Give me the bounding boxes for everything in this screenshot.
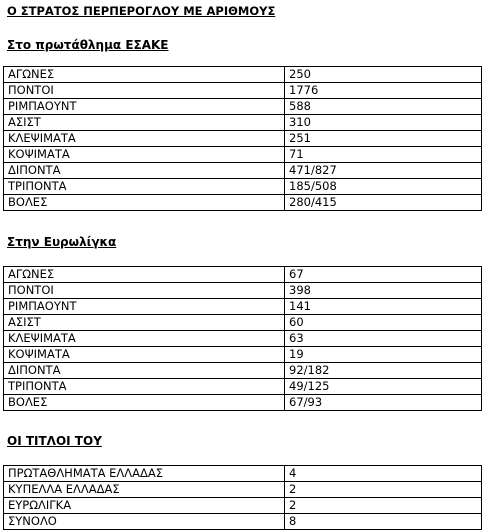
stat-label: ΑΓΩΝΕΣ [4, 267, 285, 283]
table-row [4, 283, 482, 299]
table-row [4, 379, 482, 395]
stat-label: ΚΛΕΨΙΜΑΤΑ [4, 131, 285, 147]
stat-value: 471/827 [285, 163, 482, 179]
titles-table [3, 465, 482, 530]
table-row [4, 363, 482, 379]
table-row [4, 482, 482, 498]
stat-value: 8 [285, 514, 482, 530]
stat-label: ΒΟΛΕΣ [4, 395, 285, 411]
stat-value: 19 [285, 347, 482, 363]
stat-label: ΠΟΝΤΟΙ [4, 83, 285, 99]
section-heading-esake: Στο πρωτάθλημα ΕΣΑΚΕ [7, 38, 169, 52]
stat-value: 60 [285, 315, 482, 331]
stat-value: 4 [285, 466, 482, 482]
table-row [4, 147, 482, 163]
stat-label: ΚΛΕΨΙΜΑΤΑ [4, 331, 285, 347]
stat-label: ΠΡΩΤΑΘΛΗΜΑΤΑ ΕΛΛΑΔΑΣ [4, 466, 285, 482]
stat-value: 71 [285, 147, 482, 163]
stat-value: 1776 [285, 83, 482, 99]
table-row [4, 498, 482, 514]
stat-value: 141 [285, 299, 482, 315]
section-heading-euroleague: Στην Ευρωλίγκα [7, 235, 117, 249]
stat-value: 49/125 [285, 379, 482, 395]
stat-label: ΚΟΨΙΜΑΤΑ [4, 347, 285, 363]
stat-label: ΕΥΡΩΛΙΓΚΑ [4, 498, 285, 514]
table-row [4, 331, 482, 347]
stat-label: ΑΣΙΣΤ [4, 315, 285, 331]
stat-value: 2 [285, 498, 482, 514]
stat-value: 67/93 [285, 395, 482, 411]
stat-value: 63 [285, 331, 482, 347]
stat-label: ΔΙΠΟΝΤΑ [4, 163, 285, 179]
stat-value: 280/415 [285, 195, 482, 211]
stat-label: ΒΟΛΕΣ [4, 195, 285, 211]
table-row [4, 67, 482, 83]
table-row [4, 299, 482, 315]
stats-table-euroleague [3, 266, 482, 411]
table-row [4, 395, 482, 411]
stat-value: 398 [285, 283, 482, 299]
table-row [4, 163, 482, 179]
page-title: Ο ΣΤΡΑΤΟΣ ΠΕΡΠΕΡΟΓΛΟΥ ΜΕ ΑΡΙΘΜΟΥΣ [7, 4, 276, 18]
stats-table-esake [3, 66, 482, 211]
stat-label: ΣΥΝΟΛΟ [4, 514, 285, 530]
stat-value: 310 [285, 115, 482, 131]
table-row [4, 179, 482, 195]
stat-label: ΑΓΩΝΕΣ [4, 67, 285, 83]
stat-label: ΔΙΠΟΝΤΑ [4, 363, 285, 379]
stat-label: ΠΟΝΤΟΙ [4, 283, 285, 299]
table-row [4, 267, 482, 283]
table-row [4, 195, 482, 211]
stat-value: 588 [285, 99, 482, 115]
stat-value: 92/182 [285, 363, 482, 379]
stat-label: ΡΙΜΠΑΟΥΝΤ [4, 99, 285, 115]
stat-label: ΤΡΙΠΟΝΤΑ [4, 379, 285, 395]
stat-label: ΡΙΜΠΑΟΥΝΤ [4, 299, 285, 315]
stat-label: ΚΟΨΙΜΑΤΑ [4, 147, 285, 163]
stat-label: ΚΥΠΕΛΛΑ ΕΛΛΑΔΑΣ [4, 482, 285, 498]
table-row [4, 99, 482, 115]
table-row [4, 466, 482, 482]
stat-value: 67 [285, 267, 482, 283]
table-row [4, 115, 482, 131]
table-row [4, 514, 482, 530]
table-row [4, 347, 482, 363]
stat-value: 250 [285, 67, 482, 83]
table-row [4, 131, 482, 147]
table-row [4, 315, 482, 331]
stat-value: 251 [285, 131, 482, 147]
stat-label: ΑΣΙΣΤ [4, 115, 285, 131]
section-heading-titles: ΟΙ ΤΙΤΛΟΙ ΤΟΥ [7, 434, 102, 448]
stat-value: 185/508 [285, 179, 482, 195]
stat-value: 2 [285, 482, 482, 498]
table-row [4, 83, 482, 99]
stat-label: ΤΡΙΠΟΝΤΑ [4, 179, 285, 195]
